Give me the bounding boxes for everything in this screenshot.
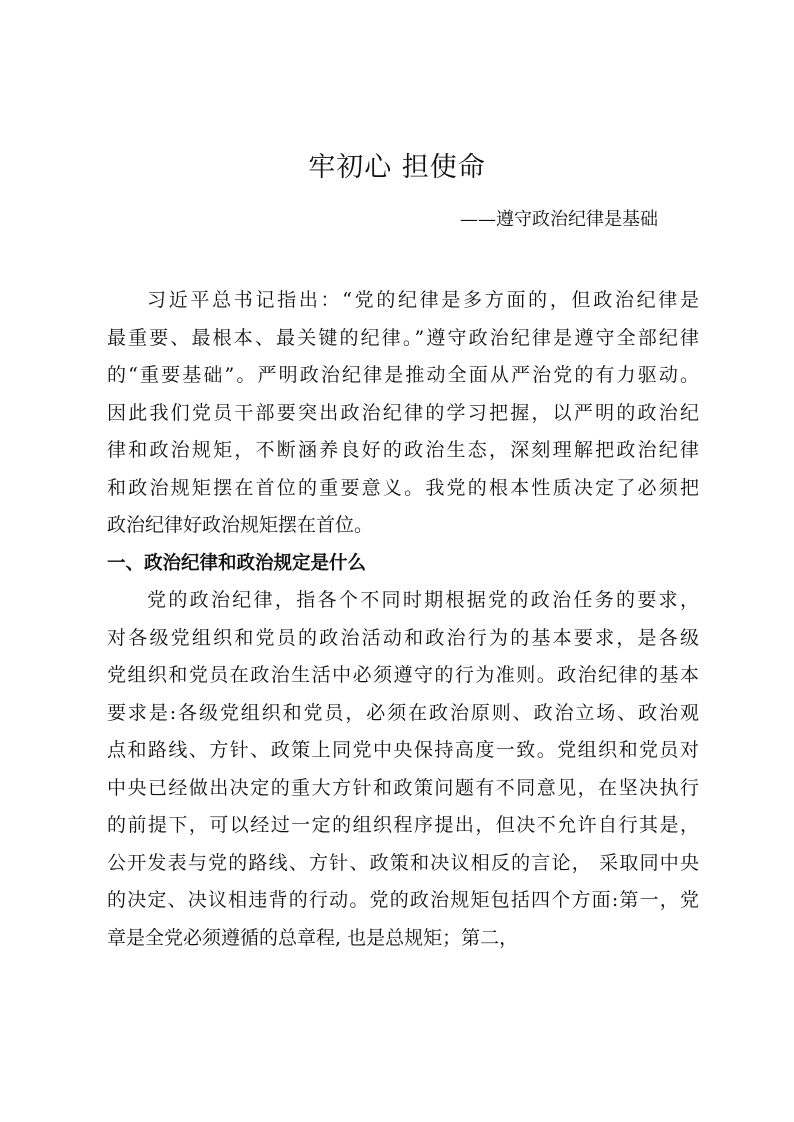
paragraph-line: 点和路线、方针、政策上同党中央保持高度一致。党组织和党员对	[107, 739, 699, 761]
paragraph-line: 政治纪律好政治规矩摆在首位。	[107, 514, 374, 536]
paragraph-line: 中央已经做出决定的重大方针和政策问题有不同意见，在坚决执行	[107, 776, 699, 799]
paragraph-line: 要求是:各级党组织和党员，必须在政治原则、政治立场、政治观	[107, 701, 699, 724]
paragraph-line: 党的政治纪律，指各个不同时期根据党的政治任务的要求，	[147, 589, 699, 611]
paragraph-line: 对各级党组织和党员的政治活动和政治行为的基本要求，是各级	[107, 626, 699, 649]
document-subtitle: ——遵守政治纪律是基础	[460, 209, 658, 230]
section-paragraph	[107, 582, 699, 957]
paragraph-line: 公开发表与党的路线、方针、政策和决议相反的言论， 采取同中央	[107, 851, 699, 874]
paragraph-line: 律和政治规矩，不断涵养良好的政治生态，深刻理解把政治纪律	[107, 439, 699, 461]
paragraph-line: 章是全党必须遵循的总章程, 也是总规矩；第二，	[107, 926, 519, 949]
paragraph-line: 的前提下，可以经过一定的组织程序提出，但决不允许自行其是，	[107, 814, 699, 836]
paragraph-line: 最重要、最根本、最关键的纪律。”遵守政治纪律是遵守全部纪律	[107, 326, 699, 349]
paragraph-line: 习近平总书记指出：“党的纪律是多方面的，但政治纪律是	[147, 289, 699, 311]
paragraph-line: 因此我们党员干部要突出政治纪律的学习把握，以严明的政治纪	[107, 401, 699, 424]
paragraph-line: 的决定、决议相违背的行动。党的政治规矩包括四个方面:第一，党	[107, 889, 699, 911]
paragraph-line: 党组织和党员在政治生活中必须遵守的行为准则。政治纪律的基本	[107, 664, 699, 686]
paragraph-line: 的“重要基础”。严明政治纪律是推动全面从严治党的有力驱动。	[107, 364, 699, 386]
document-title: 牢初心 担使命	[308, 152, 486, 183]
paragraph-line: 和政治规矩摆在首位的重要意义。我党的根本性质决定了必须把	[107, 476, 699, 499]
document-body	[107, 282, 699, 957]
intro-paragraph	[107, 282, 699, 545]
section-heading: 一、政治纪律和政治规定是什么	[107, 552, 367, 574]
